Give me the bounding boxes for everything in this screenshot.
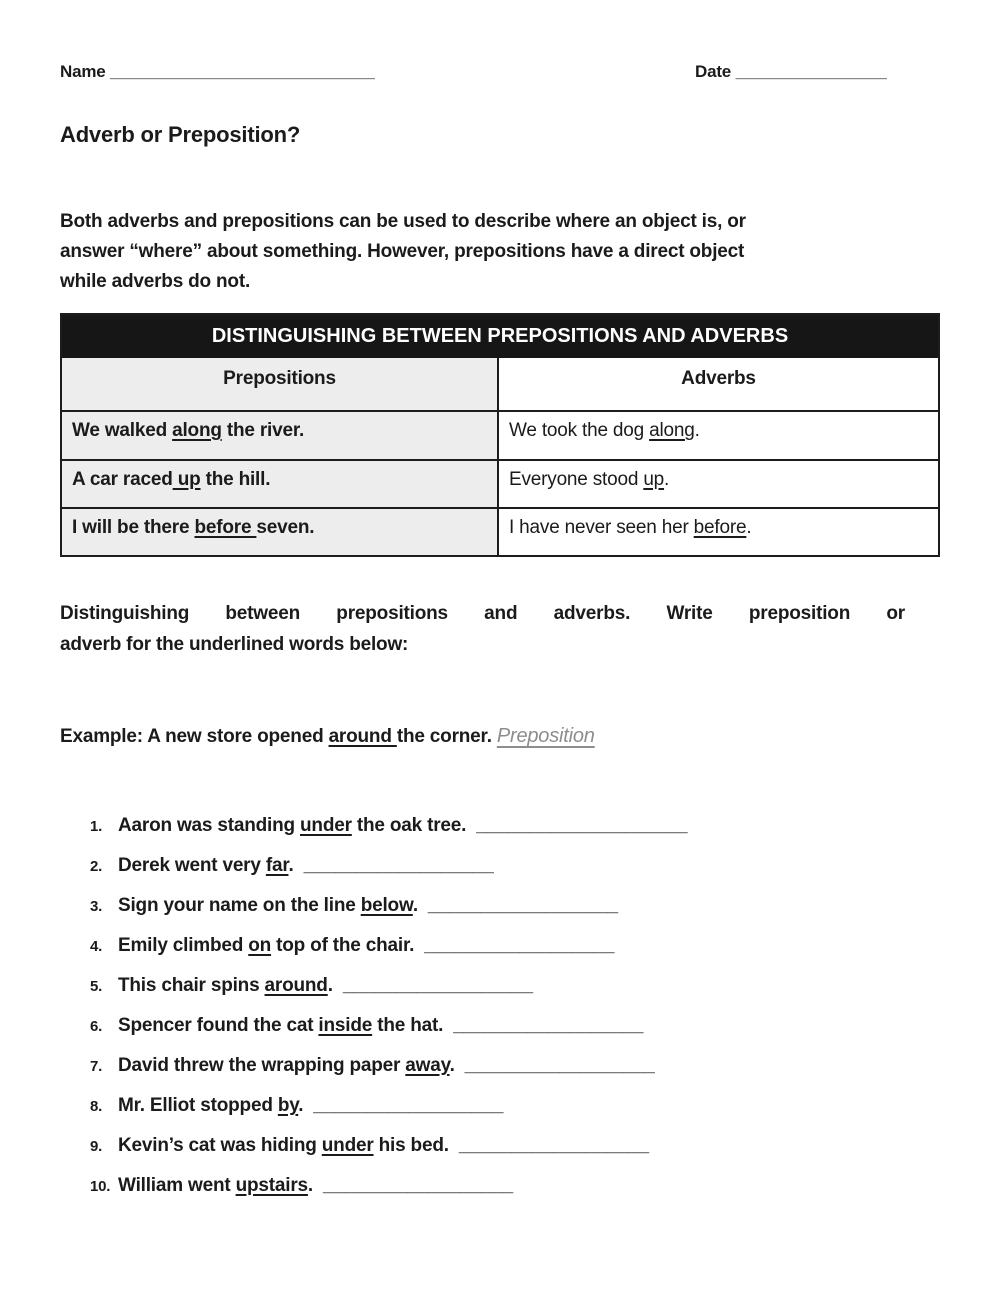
answer-blank: __________________ xyxy=(458,1135,650,1156)
intro-paragraph xyxy=(60,207,905,297)
date-blank-line: ________________ xyxy=(735,62,887,81)
item-number: 3. xyxy=(90,898,103,915)
answer-blank: __________________ xyxy=(323,1175,514,1196)
sentence-pre: Mr. Elliot stopped xyxy=(118,1095,278,1116)
sentence-post: . xyxy=(449,1055,455,1076)
underlined-word: by xyxy=(277,1095,299,1116)
sentence-pre: Everyone stood xyxy=(509,469,644,490)
sentence-post: . xyxy=(664,469,670,490)
sentence-pre: We walked xyxy=(72,420,173,441)
column-header-prepositions: Prepositions xyxy=(62,358,499,410)
sentence-pre: Sign your name on the line xyxy=(118,895,361,916)
instructions-paragraph xyxy=(60,598,905,660)
table-row xyxy=(62,507,938,555)
answer-blank: ____________________ xyxy=(476,815,688,836)
sentence-post: the river. xyxy=(221,420,305,441)
answer-blank: __________________ xyxy=(342,975,534,996)
answer-blank: __________________ xyxy=(424,935,615,956)
sentence-pre: Emily climbed xyxy=(118,935,249,956)
table-row xyxy=(62,459,938,507)
sentence-pre: I have never seen her xyxy=(509,517,694,538)
underlined-word: around xyxy=(328,726,397,747)
item-number: 5. xyxy=(90,978,103,995)
comparison-table xyxy=(60,313,940,557)
sentence-pre: David threw the wrapping paper xyxy=(118,1055,406,1076)
answer-blank: __________________ xyxy=(453,1015,644,1036)
name-label: Name xyxy=(60,62,106,81)
page-title: Adverb or Preposition? xyxy=(60,122,301,147)
underlined-word: below xyxy=(360,895,413,916)
sentence-post: . xyxy=(327,975,333,996)
underlined-word: inside xyxy=(318,1015,373,1036)
list-item xyxy=(90,1135,688,1175)
underlined-word: before xyxy=(194,517,257,538)
underlined-word: around xyxy=(264,975,328,996)
underlined-word: up xyxy=(172,469,201,490)
item-number: 4. xyxy=(90,938,103,955)
list-item xyxy=(90,1015,688,1055)
example-answer: Preposition xyxy=(496,725,595,747)
item-number: 6. xyxy=(90,1018,103,1035)
preposition-example-cell xyxy=(62,461,499,507)
underlined-word: far xyxy=(265,855,289,876)
sentence-post: . xyxy=(298,1095,304,1116)
list-item xyxy=(90,895,688,935)
list-item xyxy=(90,1175,688,1215)
sentence-pre: We took the dog xyxy=(509,420,650,441)
sentence-pre: Kevin’s cat was hiding xyxy=(118,1135,322,1156)
sentence-post: . xyxy=(307,1175,314,1196)
underlined-word: on xyxy=(248,935,272,956)
adverb-example-cell xyxy=(499,412,938,459)
sentence-pre: Aaron was standing xyxy=(118,815,301,836)
sentence-post: . xyxy=(412,895,418,916)
list-item xyxy=(90,855,688,895)
underlined-word: before xyxy=(693,517,747,538)
preposition-example-cell xyxy=(62,412,499,459)
answer-blank: __________________ xyxy=(464,1055,655,1076)
item-number: 9. xyxy=(90,1138,103,1155)
sentence-pre: Derek went very xyxy=(118,855,266,876)
sentence-post: top of the chair. xyxy=(271,935,415,956)
date-label: Date xyxy=(695,62,732,81)
paragraph-line: answer “where” about something. However, prepositions have a direct object xyxy=(60,241,745,262)
date-field xyxy=(695,62,887,82)
table-header-row xyxy=(62,358,938,410)
list-item xyxy=(90,1095,688,1135)
paragraph-line: adverb for the underlined words below: xyxy=(60,634,409,655)
name-field xyxy=(60,62,375,82)
item-number: 10. xyxy=(90,1178,111,1195)
list-item xyxy=(90,1055,688,1095)
adverb-example-cell xyxy=(499,509,938,555)
underlined-word: along xyxy=(649,420,695,441)
item-number: 1. xyxy=(90,818,103,835)
sentence-pre: A car raced xyxy=(72,469,173,490)
exercise-list xyxy=(90,815,688,1215)
sentence-post: the hat. xyxy=(372,1015,444,1036)
name-blank-line: ____________________________ xyxy=(110,62,375,81)
sentence-post: seven. xyxy=(256,517,315,538)
underlined-word: upstairs xyxy=(235,1175,308,1196)
sentence-post: the oak tree. xyxy=(351,815,467,836)
underlined-word: along xyxy=(172,420,222,441)
answer-blank: __________________ xyxy=(427,895,619,916)
example-post: the corner. xyxy=(396,726,497,747)
preposition-example-cell xyxy=(62,509,499,555)
list-item xyxy=(90,815,688,855)
paragraph-line: Both adverbs and prepositions can be used to describe where an object is, or xyxy=(60,211,746,232)
item-number: 8. xyxy=(90,1098,103,1115)
sentence-pre: William went xyxy=(118,1175,236,1196)
table-row xyxy=(62,410,938,459)
paragraph-line: while adverbs do not. xyxy=(60,271,251,292)
item-number: 2. xyxy=(90,858,103,875)
item-number: 7. xyxy=(90,1058,103,1075)
sentence-post: . xyxy=(288,855,294,876)
underlined-word: up xyxy=(643,469,665,490)
answer-blank: __________________ xyxy=(303,855,494,876)
example-prefix: Example: A new store opened xyxy=(60,726,329,747)
sentence-pre: Spencer found the cat xyxy=(118,1015,319,1036)
underlined-word: away xyxy=(405,1055,450,1076)
table-caption: DISTINGUISHING BETWEEN PREPOSITIONS AND ADVERBS xyxy=(62,315,938,358)
column-header-adverbs: Adverbs xyxy=(499,358,938,410)
sentence-post: . xyxy=(694,420,700,441)
sentence-post: . xyxy=(746,517,752,538)
sentence-post: his bed. xyxy=(373,1135,449,1156)
example-line xyxy=(60,725,595,748)
sentence-pre: I will be there xyxy=(72,517,195,538)
sentence-pre: This chair spins xyxy=(118,975,265,996)
sentence-post: the hill. xyxy=(200,469,271,490)
paragraph-line: Distinguishing between prepositions and adverbs. Write preposition or xyxy=(60,603,905,624)
list-item xyxy=(90,935,688,975)
adverb-example-cell xyxy=(499,461,938,507)
list-item xyxy=(90,975,688,1015)
underlined-word: under xyxy=(300,815,352,836)
underlined-word: under xyxy=(321,1135,374,1156)
answer-blank: __________________ xyxy=(313,1095,504,1116)
